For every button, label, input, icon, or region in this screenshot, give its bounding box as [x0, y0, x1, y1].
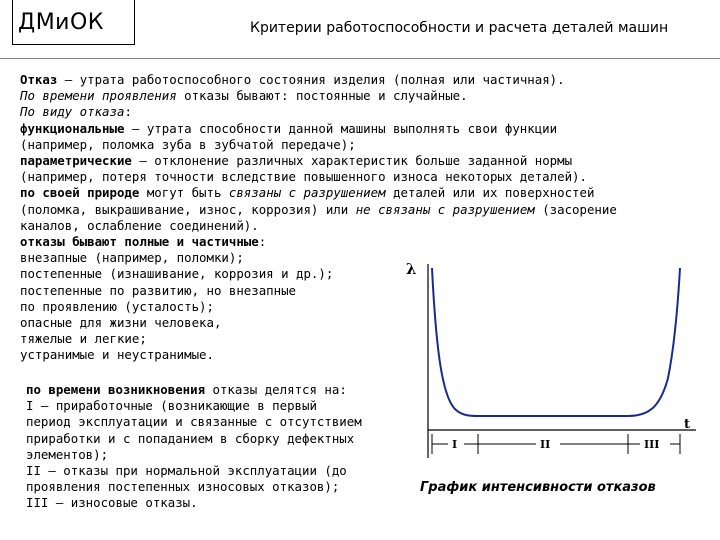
y-axis-label: λ	[406, 260, 417, 278]
text-span: связаны с разрушением	[228, 185, 386, 201]
header-divider	[0, 58, 720, 59]
text-line: II – отказы при нормальной эксплуатации (до	[26, 463, 347, 479]
text-line: опасные для жизни человека,	[20, 315, 222, 331]
bathtub-curve	[432, 268, 680, 416]
failure-periods-text	[26, 382, 416, 512]
term-failure: Отказ	[20, 72, 58, 87]
text-span: отказы делятся на:	[205, 382, 347, 397]
text-line	[20, 104, 710, 120]
text-line	[20, 121, 710, 137]
text-line: (например, потеря точности вследствие повышенного износа некоторых деталей).	[20, 169, 587, 185]
text-line: элементов);	[26, 446, 109, 462]
text-line: устранимые и неустранимые.	[20, 347, 214, 363]
text-line: приработки и с попаданием в сборку дефектных	[26, 430, 355, 446]
text-line: (например, поломка зуба в зубчатой передаче);	[20, 136, 356, 152]
term-functional: функциональные	[20, 120, 125, 136]
slide-header	[0, 0, 720, 60]
text-span: По времени проявления	[20, 88, 177, 104]
text-line: внезапные (например, поломки);	[20, 250, 244, 266]
header-frame-right	[134, 0, 135, 44]
text-line	[20, 202, 710, 218]
text-line	[20, 185, 710, 201]
text-line	[20, 72, 710, 88]
text-span: (поломка, выкрашивание, износ, коррозия) или	[20, 201, 356, 217]
period-label-i: I	[452, 438, 458, 451]
course-logo: ДМиОК	[18, 10, 104, 35]
text-span: деталей или их поверхностей	[385, 185, 595, 201]
text-span: :	[124, 104, 132, 120]
x-axis-label: t	[684, 417, 691, 432]
text-line: тяжелые и легкие;	[20, 331, 147, 347]
text-span: :	[258, 234, 267, 250]
failure-rate-graph	[398, 258, 708, 468]
term-nature: по своей природе	[20, 185, 140, 201]
text-line: III – износовые отказы.	[26, 495, 198, 511]
graph-caption: График интенсивности отказов	[420, 480, 656, 495]
text-line: I – приработочные (возникающие в первый	[26, 398, 317, 414]
text-span: По виду отказа	[20, 104, 125, 120]
text-line: постепенные (изнашивание, коррозия и др.);	[20, 266, 334, 282]
slide-title: Критерии работоспособности и расчета деталей машин	[250, 20, 669, 36]
text-span: не связаны с разрушением	[355, 201, 535, 217]
text-span: – утрата работоспособного состояния изделия (полная или частичная).	[57, 72, 565, 87]
period-label-iii: III	[644, 438, 660, 451]
text-line	[20, 88, 710, 104]
header-frame-bottom	[12, 44, 135, 45]
text-line	[26, 382, 416, 398]
text-span: – отклонение различных характеристик больше заданной нормы	[131, 153, 573, 169]
term-occurrence-time: по времени возникновения	[26, 382, 206, 397]
text-line: каналов, ослабление соединений).	[20, 217, 259, 233]
period-label-ii: II	[540, 438, 551, 451]
term-parametric: параметрические	[20, 153, 132, 169]
text-line	[20, 153, 710, 169]
term-complete-partial: отказы бывают полные и частичные	[20, 234, 259, 250]
text-line: постепенные по развитию, но внезапные	[20, 282, 297, 298]
text-span: – утрата способности данной машины выполнять свои функции	[124, 120, 558, 136]
text-line: по проявлению (усталость);	[20, 298, 214, 314]
text-span: (засорение	[534, 201, 617, 217]
header-frame-left	[12, 0, 13, 44]
text-span: могут быть	[139, 185, 229, 201]
text-line: проявления постепенных износовых отказов);	[26, 479, 340, 495]
text-line	[20, 234, 710, 250]
text-line: период эксплуатации и связанные с отсутствием	[26, 414, 362, 430]
text-span: отказы бывают: постоянные и случайные.	[176, 88, 468, 104]
